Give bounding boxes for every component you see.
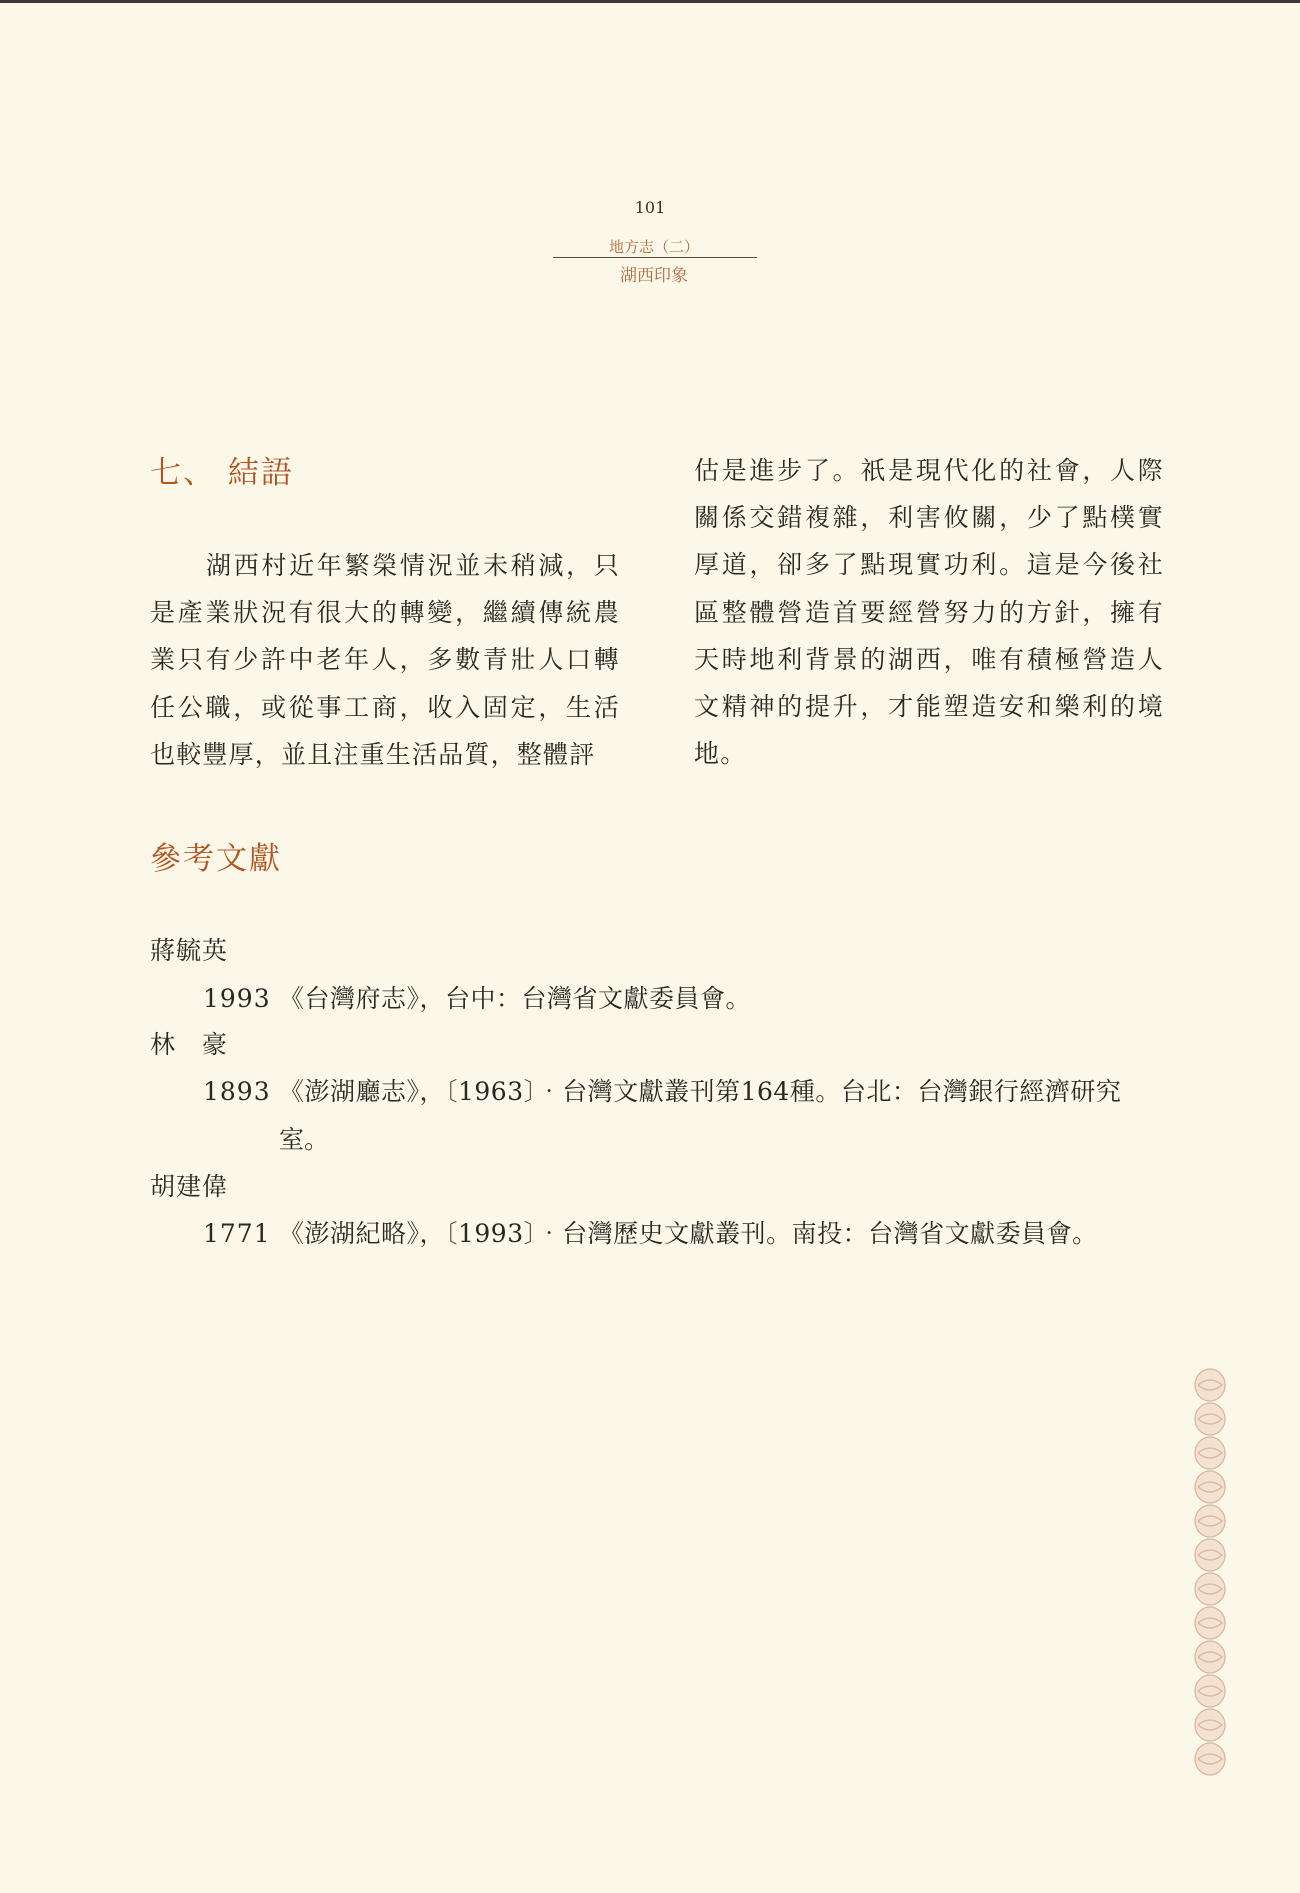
ornament-bead xyxy=(1195,1369,1225,1401)
ornament-bead xyxy=(1195,1709,1225,1741)
running-header-volume: 湖西印象 xyxy=(620,266,688,286)
ornament-bead xyxy=(1195,1607,1225,1639)
reference-year: 1771 xyxy=(203,1219,271,1248)
ornament-bead xyxy=(1195,1403,1225,1435)
ornament-bead xyxy=(1195,1505,1225,1537)
decorative-ornament-strip xyxy=(1193,1368,1227,1778)
reference-citation: 《澎湖紀略》，〔1993〕‧台灣歷史文獻叢刊。南投：台灣省文獻委員會。 xyxy=(279,1219,1098,1248)
reference-author: 蔣毓英 xyxy=(150,936,229,965)
reference-year: 1893 xyxy=(203,1077,271,1106)
reference-entry xyxy=(203,1214,1098,1250)
body-paragraph-right: 估是進步了。祇是現代化的社會，人際關係交錯複雜，利害攸關，少了點樸實厚道，卻多了點現實功利。這是今後社區整體營造首要經營努力的方針，擁有天時地利背景的湖西，唯有積極營造人文精神的提升，才能塑造安和樂利的境地。 xyxy=(694,456,1164,769)
reference-citation: 《台灣府志》，台中：台灣省文獻委員會。 xyxy=(279,984,752,1013)
running-header-divider xyxy=(553,257,757,258)
reference-citation-continuation: 室。 xyxy=(279,1125,330,1154)
reference-author: 林 豪 xyxy=(150,1030,229,1059)
ornament-bead xyxy=(1195,1641,1225,1673)
ornament-bead xyxy=(1195,1743,1225,1775)
running-header-series: 地方志（二） xyxy=(608,238,699,256)
page-top-border xyxy=(0,0,1300,3)
reference-entry xyxy=(203,1072,1121,1108)
reference-author: 胡建偉 xyxy=(150,1172,229,1201)
page-number: 101 xyxy=(634,198,666,217)
ornament-bead xyxy=(1195,1539,1225,1571)
section-heading: 七、 結語 xyxy=(150,455,294,491)
reference-entry xyxy=(203,979,751,1015)
ornament-bead xyxy=(1195,1471,1225,1503)
references-heading: 參考文獻 xyxy=(150,841,282,877)
ornament-bead xyxy=(1195,1437,1225,1469)
ornament-bead xyxy=(1195,1573,1225,1605)
reference-citation: 《澎湖廳志》，〔1963〕‧台灣文獻叢刊第164種。台北：台灣銀行經濟研究 xyxy=(279,1077,1122,1106)
reference-year: 1993 xyxy=(203,984,271,1013)
ornament-bead xyxy=(1195,1675,1225,1707)
body-paragraph-left: 湖西村近年繁榮情況並未稍減，只是產業狀況有很大的轉變，繼續傳統農業只有少許中老年人，多數青壯人口轉任公職，或從事工商，收入固定，生活也較豐厚，並且注重生活品質，整體評 xyxy=(150,551,620,769)
